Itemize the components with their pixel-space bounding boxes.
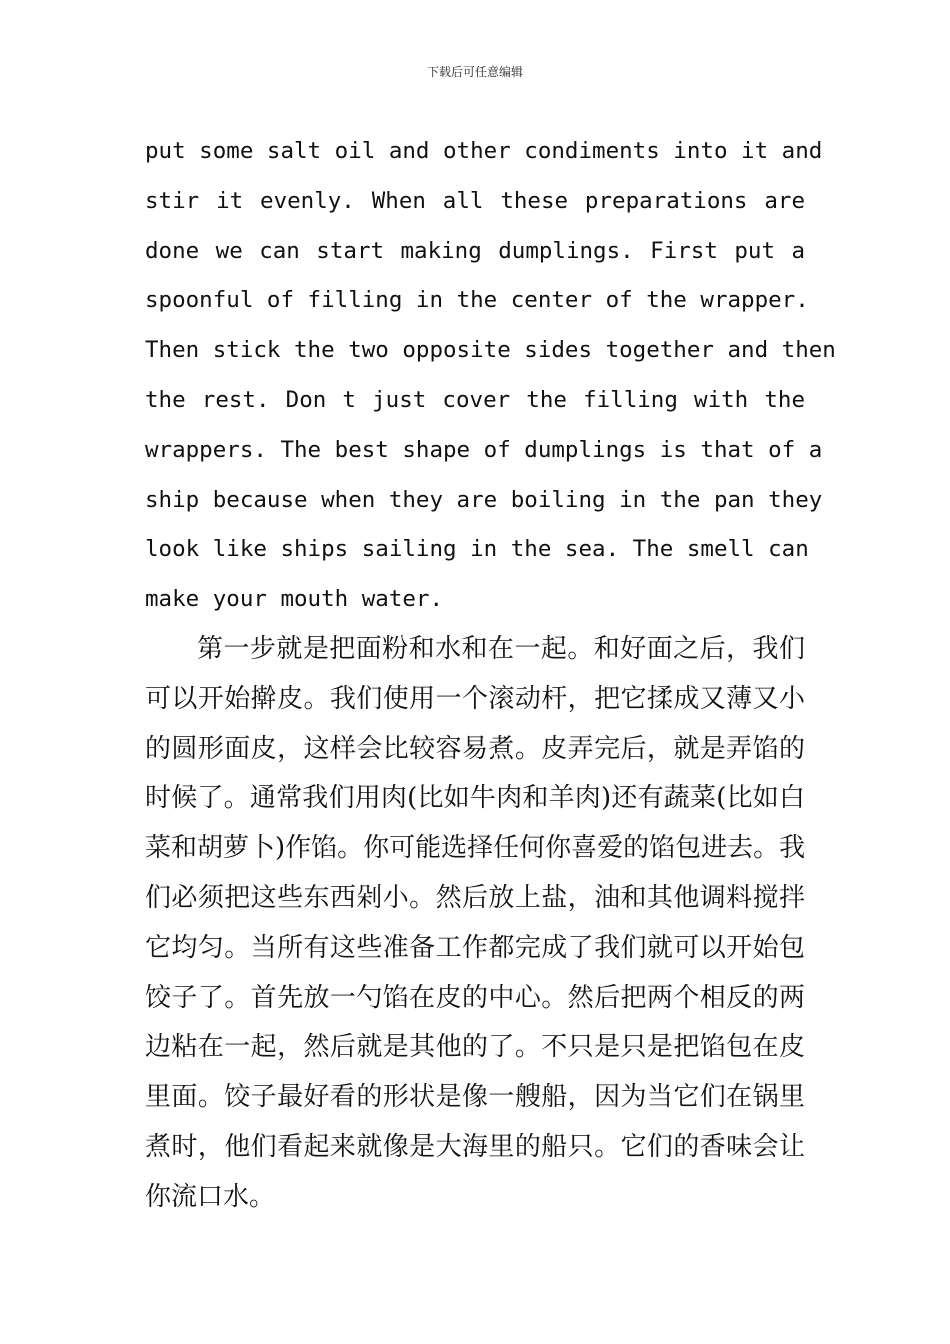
text-line: 可以开始擀皮。我们使用一个滚动杆，把它揉成又薄又小: [145, 683, 805, 714]
text-line: 第一步就是把面粉和水和在一起。和好面之后，我们: [197, 633, 805, 664]
text-line: 你流口水。: [145, 1181, 276, 1212]
text-line: 煮时，他们看起来就像是大海里的船只。它们的香味会让: [145, 1131, 805, 1162]
text-line: 它均匀。当所有这些准备工作都完成了我们就可以开始包: [145, 932, 805, 963]
text-line: spoonful of filling in the center of the wrapper.: [145, 287, 809, 314]
english-paragraph: [145, 131, 836, 629]
text-line: look like ships sailing in the sea. The smell can: [145, 536, 809, 563]
text-line: Then stick the two opposite sides together and then: [145, 337, 836, 364]
text-line: make your mouth water.: [145, 586, 444, 613]
text-line: wrappers. The best shape of dumplings is that of a: [145, 436, 823, 463]
page-header: 下载后可任意编辑: [426, 65, 523, 79]
text-line: put some salt oil and other condiments into it and: [145, 138, 823, 164]
text-line: ship because when they are boiling in the pan they: [145, 486, 823, 513]
text-line: 里面。饺子最好看的形状是像一艘船，因为当它们在锅里: [145, 1082, 805, 1113]
chinese-paragraph: [145, 629, 805, 1227]
text-line: 饺子了。首先放一勺馅在皮的中心。然后把两个相反的两: [145, 982, 805, 1013]
text-line: 时候了。通常我们用肉(比如牛肉和羊肉)还有蔬菜(比如白: [145, 783, 805, 814]
text-line: 菜和胡萝卜)作馅。你可能选择任何你喜爱的馅包进去。我: [145, 833, 806, 864]
text-line: stir it evenly. When all these preparations are: [145, 187, 805, 214]
document-body: [145, 131, 836, 1227]
text-line: done we can start making dumplings. First put a: [145, 237, 805, 264]
text-line: the rest. Don t just cover the filling with the: [145, 386, 805, 413]
text-line: 们必须把这些东西剁小。然后放上盐，油和其他调料搅拌: [145, 882, 805, 913]
text-line: 的圆形面皮，这样会比较容易煮。皮弄完后，就是弄馅的: [145, 733, 805, 764]
text-line: 边粘在一起，然后就是其他的了。不只是只是把馅包在皮: [145, 1032, 805, 1063]
